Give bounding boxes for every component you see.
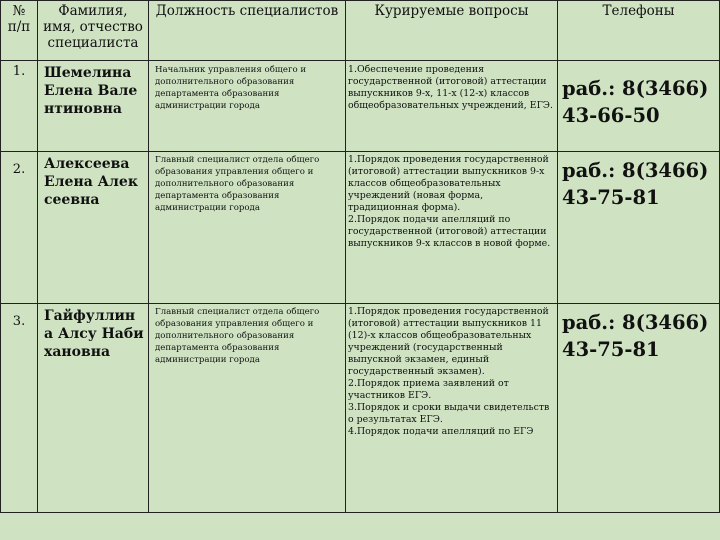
row-number: 2. — [1, 152, 38, 304]
specialist-name: Алексеева Елена Алексеевна — [38, 152, 149, 304]
specialist-position: Главный специалист отдела общего образования управления общего и дополнительного образования департамента образования администрации города — [149, 304, 346, 513]
specialist-name: Гайфуллина Алсу Набихановна — [38, 304, 149, 513]
specialist-position: Начальник управления общего и дополнительного образования департамента образования администрации города — [149, 61, 346, 152]
header-phones: Телефоны — [558, 1, 720, 61]
header-name: Фамилия, имя, отчество специалиста — [38, 1, 149, 61]
header-row — [1, 1, 720, 61]
supervised-issues: 1.Обеспечение проведения государственной (итоговой) аттестации выпускников 9-х, 11-х (12-х) классов общеобразовательных учреждений, ЕГЭ. — [346, 61, 558, 152]
specialist-position: Главный специалист отдела общего образования управления общего и дополнительного образования департамента образования администрации города — [149, 152, 346, 304]
table-row — [1, 61, 720, 152]
phone-number: раб.: 8(3466) 43-75-81 — [558, 304, 720, 513]
table-row — [1, 152, 720, 304]
phone-number: раб.: 8(3466) 43-66-50 — [558, 61, 720, 152]
header-position: Должность специалистов — [149, 1, 346, 61]
phone-number: раб.: 8(3466) 43-75-81 — [558, 152, 720, 304]
specialist-name: Шемелина Елена Валентиновна — [38, 61, 149, 152]
table-row — [1, 304, 720, 513]
header-num: № п/п — [1, 1, 38, 61]
row-number: 1. — [1, 61, 38, 152]
row-number: 3. — [1, 304, 38, 513]
supervised-issues: 1.Порядок проведения государственной (итоговой) аттестации выпускников 11 (12)-х классов общеобразовательных учреждений (государственный выпускной экзамен, единый государственный экзамен). 2.Порядок приема заявлений от участников ЕГЭ. 3.Порядок и сроки выдачи свидетельств о результатах ЕГЭ. 4.Порядок подачи апелляций по ЕГЭ — [346, 304, 558, 513]
supervised-issues: 1.Порядок проведения государственной (итоговой) аттестации выпускников 9-х классов общеобразовательных учреждений (новая форма, традиционная форма). 2.Порядок подачи апелляций по государственной (итоговой) аттестации выпускников 9-х классов в новой форме. — [346, 152, 558, 304]
header-issues: Курируемые вопросы — [346, 1, 558, 61]
